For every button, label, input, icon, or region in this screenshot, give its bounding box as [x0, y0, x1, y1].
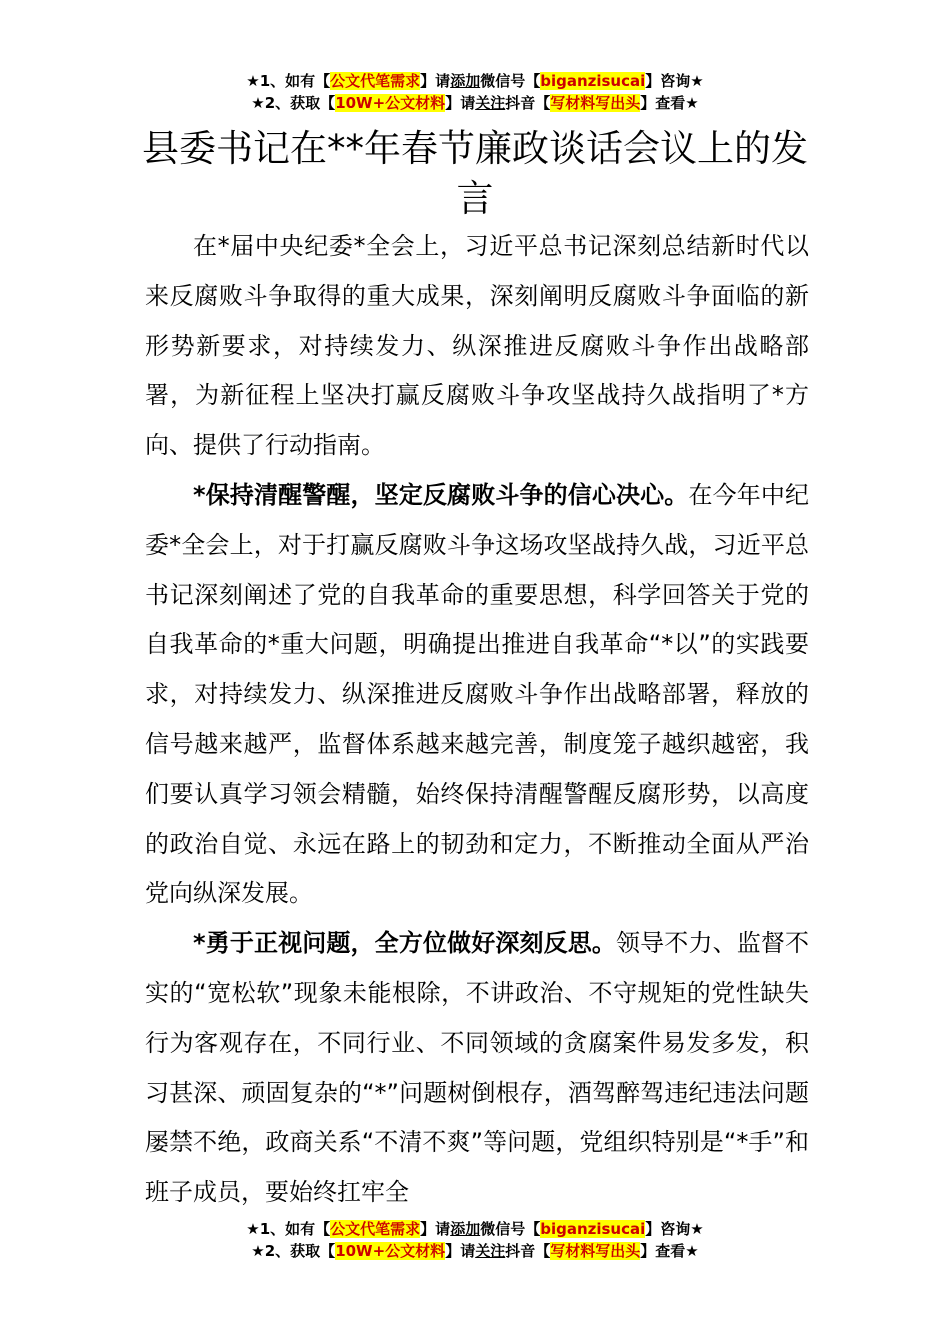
banner-text: ★2、获取【 — [251, 94, 336, 112]
banner-text: ★2、获取【 — [251, 1242, 336, 1260]
banner-text: 】查看★ — [640, 1242, 699, 1260]
banner-highlight: biganzisucai — [540, 1220, 646, 1238]
banner-underlined-text: 关注 — [475, 1242, 506, 1260]
banner-text: ★1、如有【 — [246, 72, 331, 90]
banner-line-2 — [0, 1240, 950, 1262]
banner-text: 微信号【 — [480, 72, 541, 90]
banner-text: ★1、如有【 — [246, 1220, 331, 1238]
footer-banner — [0, 1218, 950, 1262]
banner-highlight: 10W+公文材料 — [335, 1242, 446, 1260]
paragraph-2 — [145, 471, 809, 919]
banner-line-1 — [0, 1218, 950, 1240]
banner-line-1 — [0, 70, 950, 92]
paragraph-text: 在*届中央纪委*全会上，习近平总书记深刻总结新时代以来反腐败斗争取得的重大成果，深刻阐明反腐败斗争面临的新形势新要求，对持续发力、纵深推进反腐败斗争作出战略部署，为新征程上坚决打赢反腐败斗争攻坚战持久战指明了*方向、提供了行动指南。 — [145, 232, 809, 460]
banner-text: 】请 — [445, 94, 476, 112]
paragraph-3 — [145, 919, 809, 1218]
banner-text: 微信号【 — [480, 1220, 541, 1238]
paragraph-heading: *保持清醒警醒，坚定反腐败斗争的信心决心。 — [193, 480, 689, 509]
document-body — [145, 222, 809, 1218]
banner-highlight: 公文代笔需求 — [330, 1220, 421, 1238]
banner-underlined-text: 关注 — [475, 94, 506, 112]
paragraph-text: 在今年中纪委*全会上，对于打赢反腐败斗争这场攻坚战持久战，习近平总书记深刻阐述了党的自我革命的重要思想，科学回答关于党的自我革命的*重大问题，明确提出推进自我革命“*以”的实践要求，对持续发力、纵深推进反腐败斗争作出战略部署，释放的信号越来越严，监督体系越来越完善，制度笼子越织越密，我们要认真学习领会精髓，始终保持清醒警醒反腐形势，以高度的政治自觉、永远在路上的韧劲和定力，不断推动全面从严治党向纵深发展。 — [145, 480, 809, 908]
banner-text: 】请 — [420, 72, 451, 90]
banner-text: 抖音【 — [505, 1242, 551, 1260]
banner-underlined-text: 添加 — [450, 1220, 481, 1238]
paragraph-text: 领导不力、监督不实的“宽松软”现象未能根除，不讲政治、不守规矩的党性缺失行为客观存在，不同行业、不同领域的贪腐案件易发多发，积习甚深、顽固复杂的“*”问题树倒根存，酒驾醉驾违纪违法问题屡禁不绝，政商关系“不清不爽”等问题，党组织特别是“*手”和班子成员，要始终扛牢全 — [145, 929, 809, 1207]
paragraph-heading: *勇于正视问题，全方位做好深刻反思。 — [193, 929, 617, 958]
banner-highlight: 写材料写出头 — [550, 1242, 641, 1260]
banner-text: 】咨询★ — [645, 1220, 704, 1238]
banner-text: 】请 — [420, 1220, 451, 1238]
banner-text: 抖音【 — [505, 94, 551, 112]
document-title: 县委书记在**年春节廉政谈话会议上的发言 — [142, 127, 808, 220]
banner-highlight: biganzisucai — [540, 72, 646, 90]
banner-highlight: 写材料写出头 — [550, 94, 641, 112]
header-banner — [0, 70, 950, 114]
banner-underlined-text: 添加 — [450, 72, 481, 90]
banner-text: 】请 — [445, 1242, 476, 1260]
banner-line-2 — [0, 92, 950, 114]
banner-highlight: 公文代笔需求 — [330, 72, 421, 90]
banner-highlight: 10W+公文材料 — [335, 94, 446, 112]
paragraph-1 — [145, 222, 809, 471]
banner-text: 】查看★ — [640, 94, 699, 112]
banner-text: 】咨询★ — [645, 72, 704, 90]
